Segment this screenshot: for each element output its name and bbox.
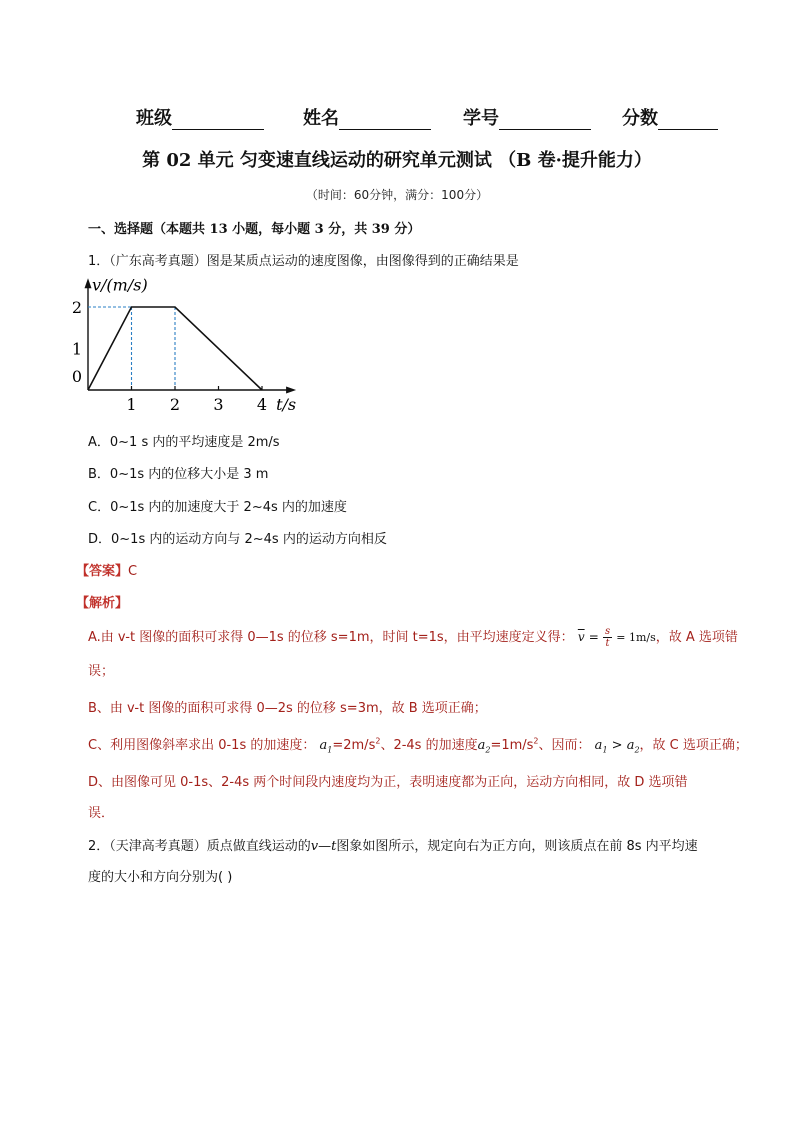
section-heading: 一、选择题（本题共 13 小题，每小题 3 分，共 39 分）	[88, 222, 421, 237]
q2-stem-text1: 2．（天津高考真题）质点做直线运动的	[88, 839, 311, 854]
y-tick-label-1: 1	[71, 339, 82, 359]
accel-a2: $a_2$	[477, 738, 491, 755]
x-tick-label-1: 1	[126, 395, 137, 414]
accel-a1: $a_1$	[319, 738, 333, 755]
id-field	[463, 104, 591, 130]
x-tick-label-3: 3	[213, 395, 224, 414]
q2-stem-text2: 图象如图所示，规定向右为正方向，则该质点在前 8s 内平均速	[336, 839, 698, 854]
q2-stem-line1	[88, 835, 698, 854]
q1-option-d[interactable]: D．0~1s 内的运动方向与 2~4s 内的运动方向相反	[88, 532, 387, 547]
answer-label: 【答案】	[76, 564, 129, 579]
q2-vt-symbol: v—t	[310, 839, 337, 854]
analysis-c-text2: 、2-4s 的加速度	[380, 738, 478, 753]
name-label: 姓名	[303, 108, 339, 129]
class-label: 班级	[136, 108, 172, 129]
analysis-d-line1: D、由图像可见 0-1s、2-4s 两个时间段内速度均为正，表明速度都为正向，运动方向相同，故 D 选项错	[88, 775, 688, 790]
name-blank[interactable]	[339, 111, 431, 130]
accel-a1-value: =2m/s	[332, 738, 376, 753]
y-axis-arrow	[85, 278, 92, 288]
x-axis-label: t/s	[276, 395, 297, 414]
analysis-b: B、由 v-t 图像的面积可求得 0—2s 的位移 s=3m，故 B 选项正确；	[88, 701, 487, 716]
avg-velocity-symbol: $\overline{v}$	[577, 630, 585, 644]
class-field	[136, 104, 264, 130]
analysis-c-text4: ，故 C 选项正确；	[639, 738, 748, 753]
name-field	[303, 104, 431, 130]
accel-compare: $a_1 > a_2$	[594, 738, 640, 755]
y-tick-label-2: 2	[71, 298, 82, 317]
analysis-label: 【解析】	[76, 596, 129, 611]
score-field	[622, 104, 718, 130]
analysis-a-line1: A.由 v-t 图像的面积可求得 0—1s 的位移 s=1m，时间 t=1s，由平均速度定义得： $\overline{v}$ = $\frac{s}{t}$ = 1m/s，故 A 选项错	[88, 626, 738, 649]
class-blank[interactable]	[172, 111, 264, 130]
score-label: 分数	[622, 108, 658, 129]
q1-stem: 1．（广东高考真题）图是某质点运动的速度图像，由图像得到的正确结果是	[88, 254, 519, 269]
page-subtitle: （时间：60分钟，满分：100分）	[305, 188, 489, 202]
x-tick-label-2: 2	[169, 395, 181, 414]
analysis-d-line2: 误．	[88, 806, 115, 821]
id-blank[interactable]	[499, 111, 591, 130]
accel-a2-value: =1m/s	[490, 738, 534, 753]
x-axis-arrow	[286, 387, 296, 394]
fraction-numerator: s	[604, 626, 611, 637]
q1-option-a[interactable]: A．0~1 s 内的平均速度是 2m/s	[88, 435, 280, 450]
analysis-a-tail: ，故 A 选项错	[655, 630, 738, 645]
answer-value: C	[128, 564, 138, 579]
analysis-c-text3: 、因而：	[538, 738, 591, 753]
q1-answer	[76, 560, 137, 579]
q1-option-c[interactable]: C．0~1s 内的加速度大于 2~4s 内的加速度	[88, 500, 347, 515]
fraction-denominator: t	[605, 638, 610, 649]
id-label: 学号	[463, 108, 499, 129]
score-blank[interactable]	[658, 111, 718, 130]
analysis-a-line2: 误；	[88, 664, 115, 679]
avg-velocity-value: = 1m/s	[616, 631, 656, 644]
q2-stem-line2: 度的大小和方向分别为( )	[88, 870, 233, 885]
vt-chart	[70, 278, 310, 418]
analysis-a-text: A.由 v-t 图像的面积可求得 0—1s 的位移 s=1m，时间 t=1s，由平均速度定义得：	[88, 630, 574, 645]
page-title: 第 02 单元 匀变速直线运动的研究单元测试 （B 卷·提升能力）	[142, 150, 652, 171]
x-tick-label-4: 4	[256, 395, 268, 414]
s-over-t-fraction	[603, 626, 612, 649]
y-tick-label-0: 0	[71, 367, 82, 386]
analysis-c: C、利用图像斜率求出 0-1s 的加速度： $a_1=2m/s^2$、2-4s 的加速度$a_2=1m/s^2$、因而： $a_1 > a_2$，故 C 选项正确；	[88, 736, 748, 755]
analysis-c-text1: C、利用图像斜率求出 0-1s 的加速度：	[88, 738, 316, 753]
y-axis-label: v/(m/s)	[92, 278, 148, 295]
q1-option-b[interactable]: B．0~1s 内的位移大小是 3 m	[88, 467, 269, 482]
